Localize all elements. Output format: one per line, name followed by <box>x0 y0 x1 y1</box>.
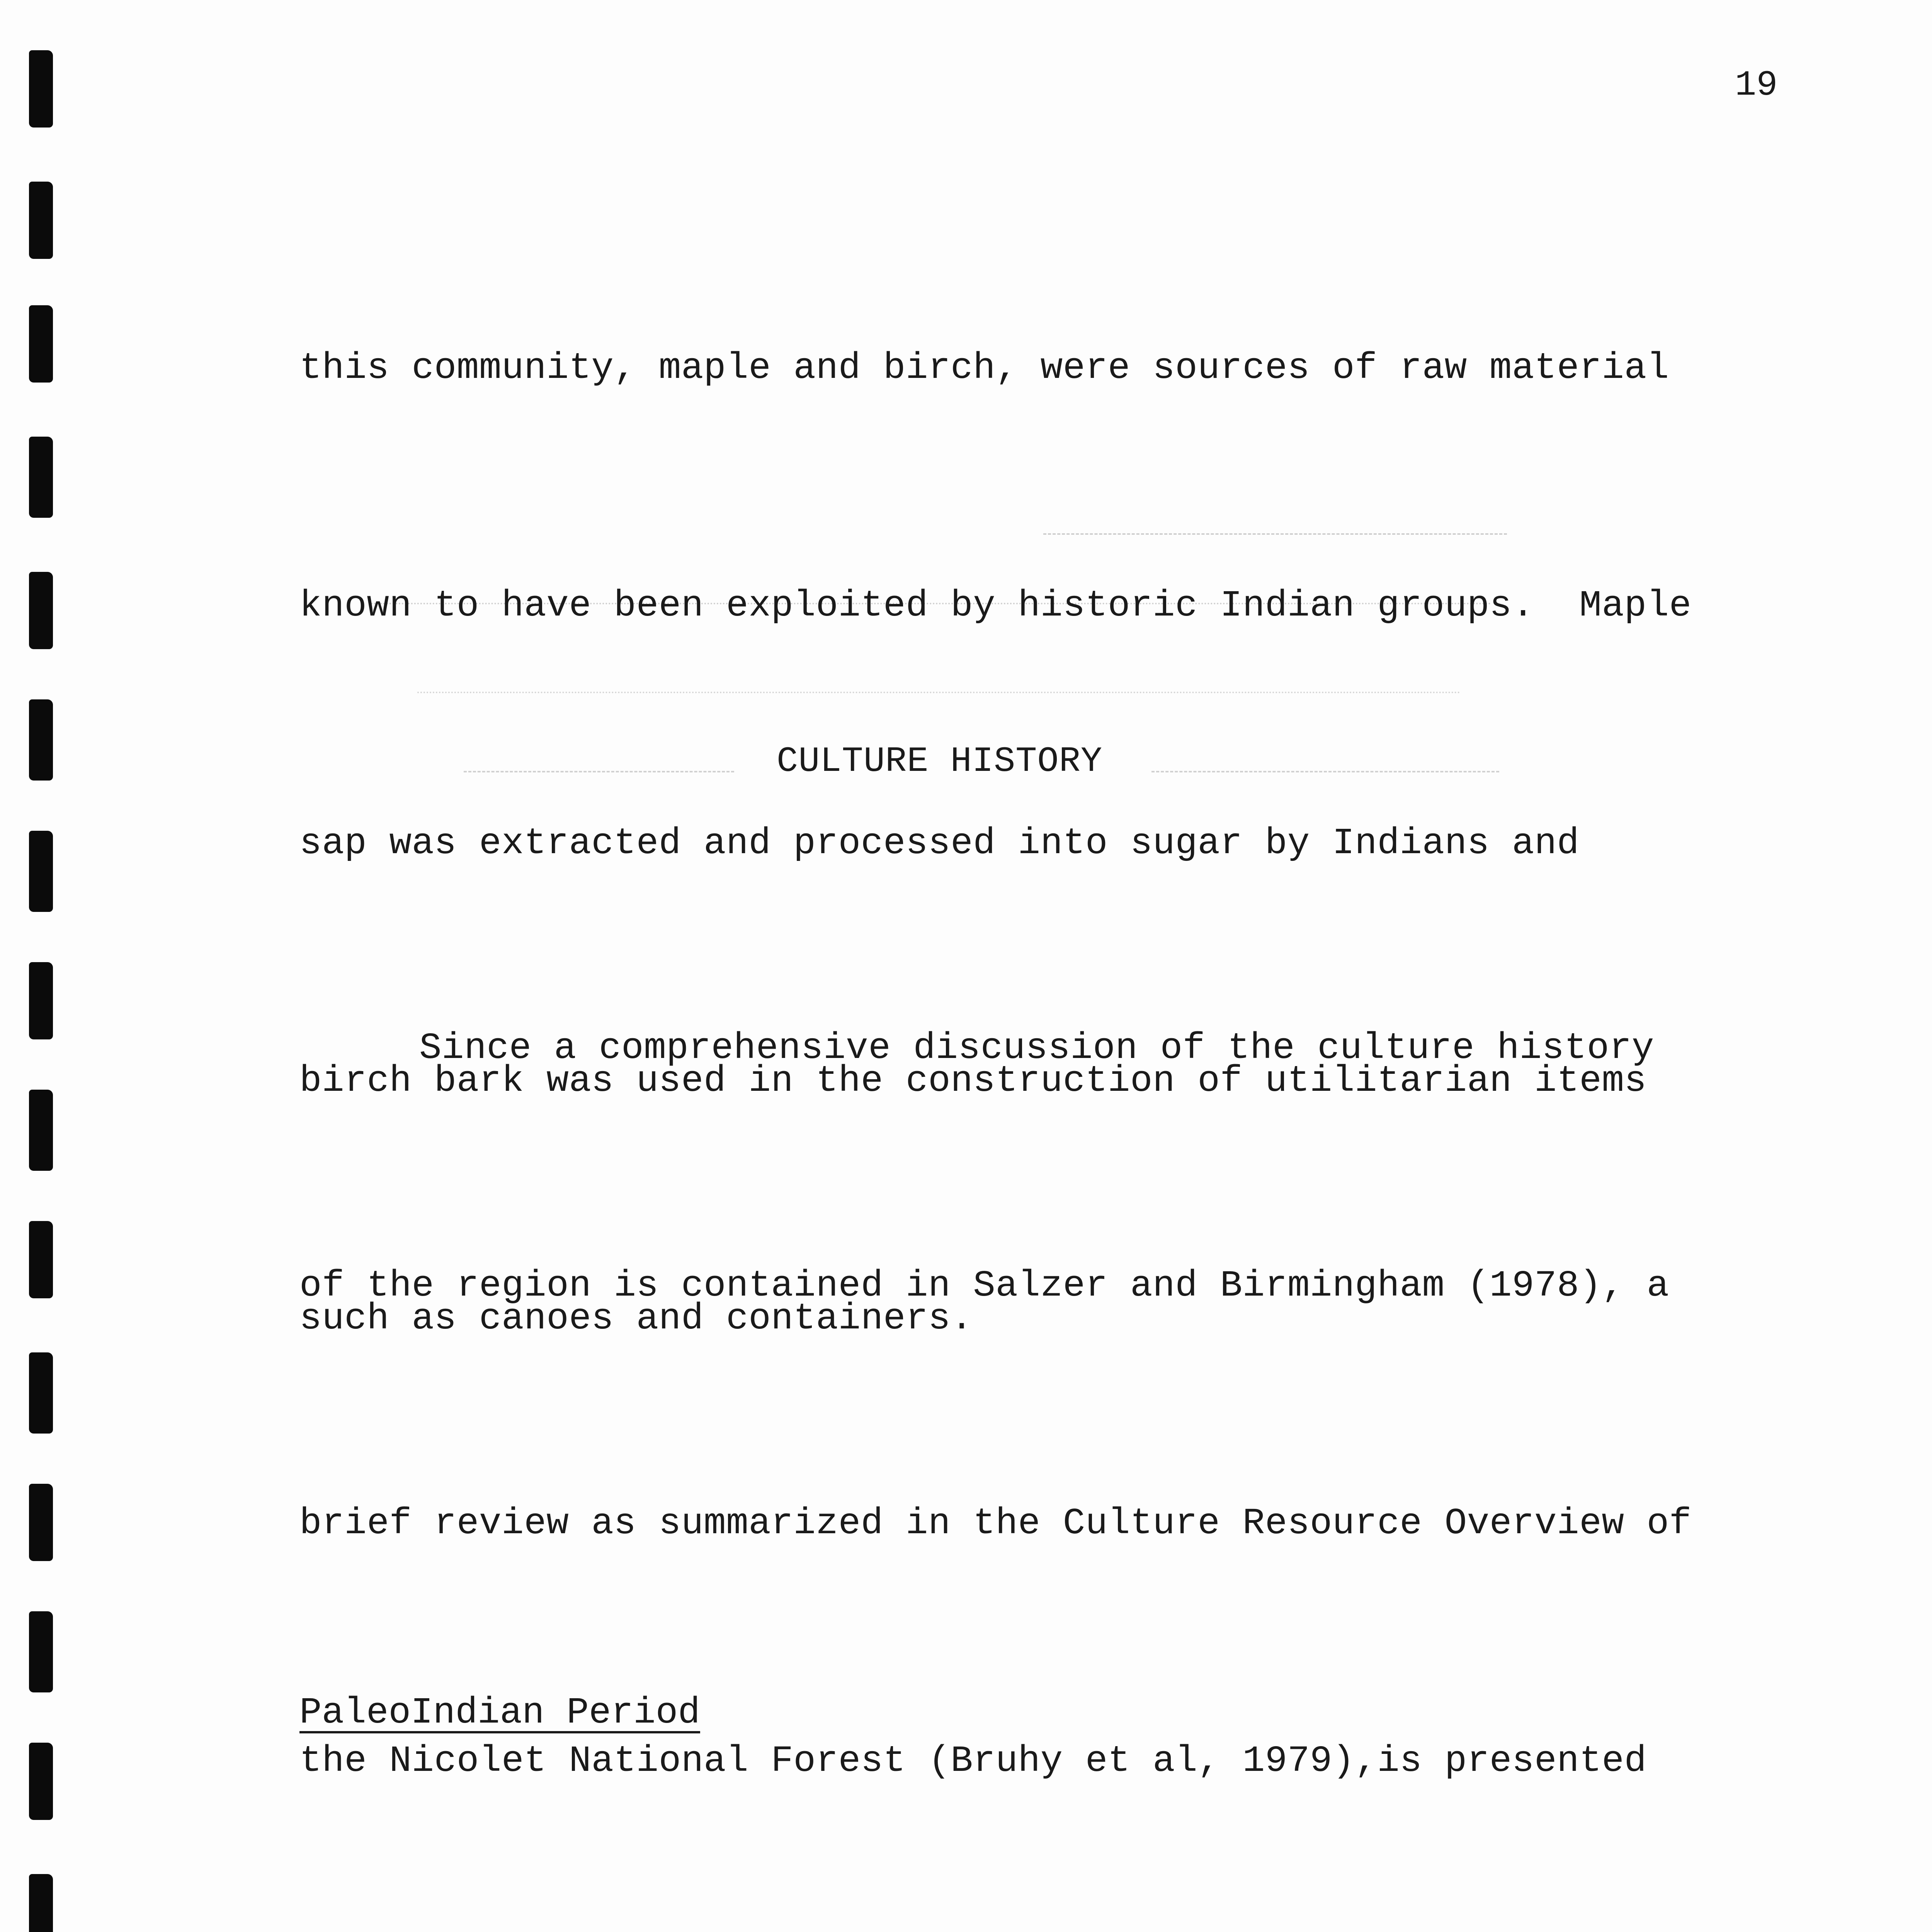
text-line: known to have been exploited by historic Indian groups. Maple <box>299 585 1692 627</box>
binding-hole-mark <box>29 699 53 781</box>
paleoindian-period-heading: PaleoIndian Period <box>299 1692 700 1734</box>
binding-hole-mark <box>29 437 53 518</box>
binding-hole-mark <box>29 1743 53 1820</box>
page-number: 19 <box>1735 65 1778 105</box>
binding-hole-mark <box>29 1611 53 1692</box>
text-line: this community, maple and birch, were sources of raw material <box>299 347 1669 389</box>
binding-hole-mark <box>29 1090 53 1171</box>
text-line: brief review as summarized in the Culture Resource Overview of <box>299 1502 1692 1544</box>
binding-hole-mark <box>29 572 53 649</box>
paleoindian-paragraphs <box>299 1762 1837 1932</box>
text-line: of the region is contained in Salzer and Birmingham (1978), a <box>299 1265 1669 1307</box>
binding-hole-mark <box>29 962 53 1039</box>
text-line: such as canoes and containers. <box>299 1298 973 1340</box>
text-line <box>299 1920 1837 1932</box>
text-line: Since a comprehensive discussion of the culture history <box>419 1027 1655 1069</box>
text-line: the Nicolet National Forest (Bruhy et al, 1979),is presented <box>299 1740 1647 1782</box>
section-heading: CULTURE HISTORY <box>777 741 1103 782</box>
binding-hole-mark <box>29 1484 53 1561</box>
text-line: sap was extracted and processed into sugar by Indians and <box>299 822 1580 864</box>
binding-hole-mark <box>29 1221 53 1298</box>
binding-hole-mark <box>29 182 53 259</box>
text-line: birch bark was used in the construction of utilitarian items <box>299 1060 1647 1102</box>
binding-hole-mark <box>29 1874 53 1932</box>
binding-hole-mark <box>29 1352 53 1434</box>
binding-hole-mark <box>29 50 53 128</box>
binding-hole-mark <box>29 305 53 383</box>
binding-hole-mark <box>29 831 53 912</box>
